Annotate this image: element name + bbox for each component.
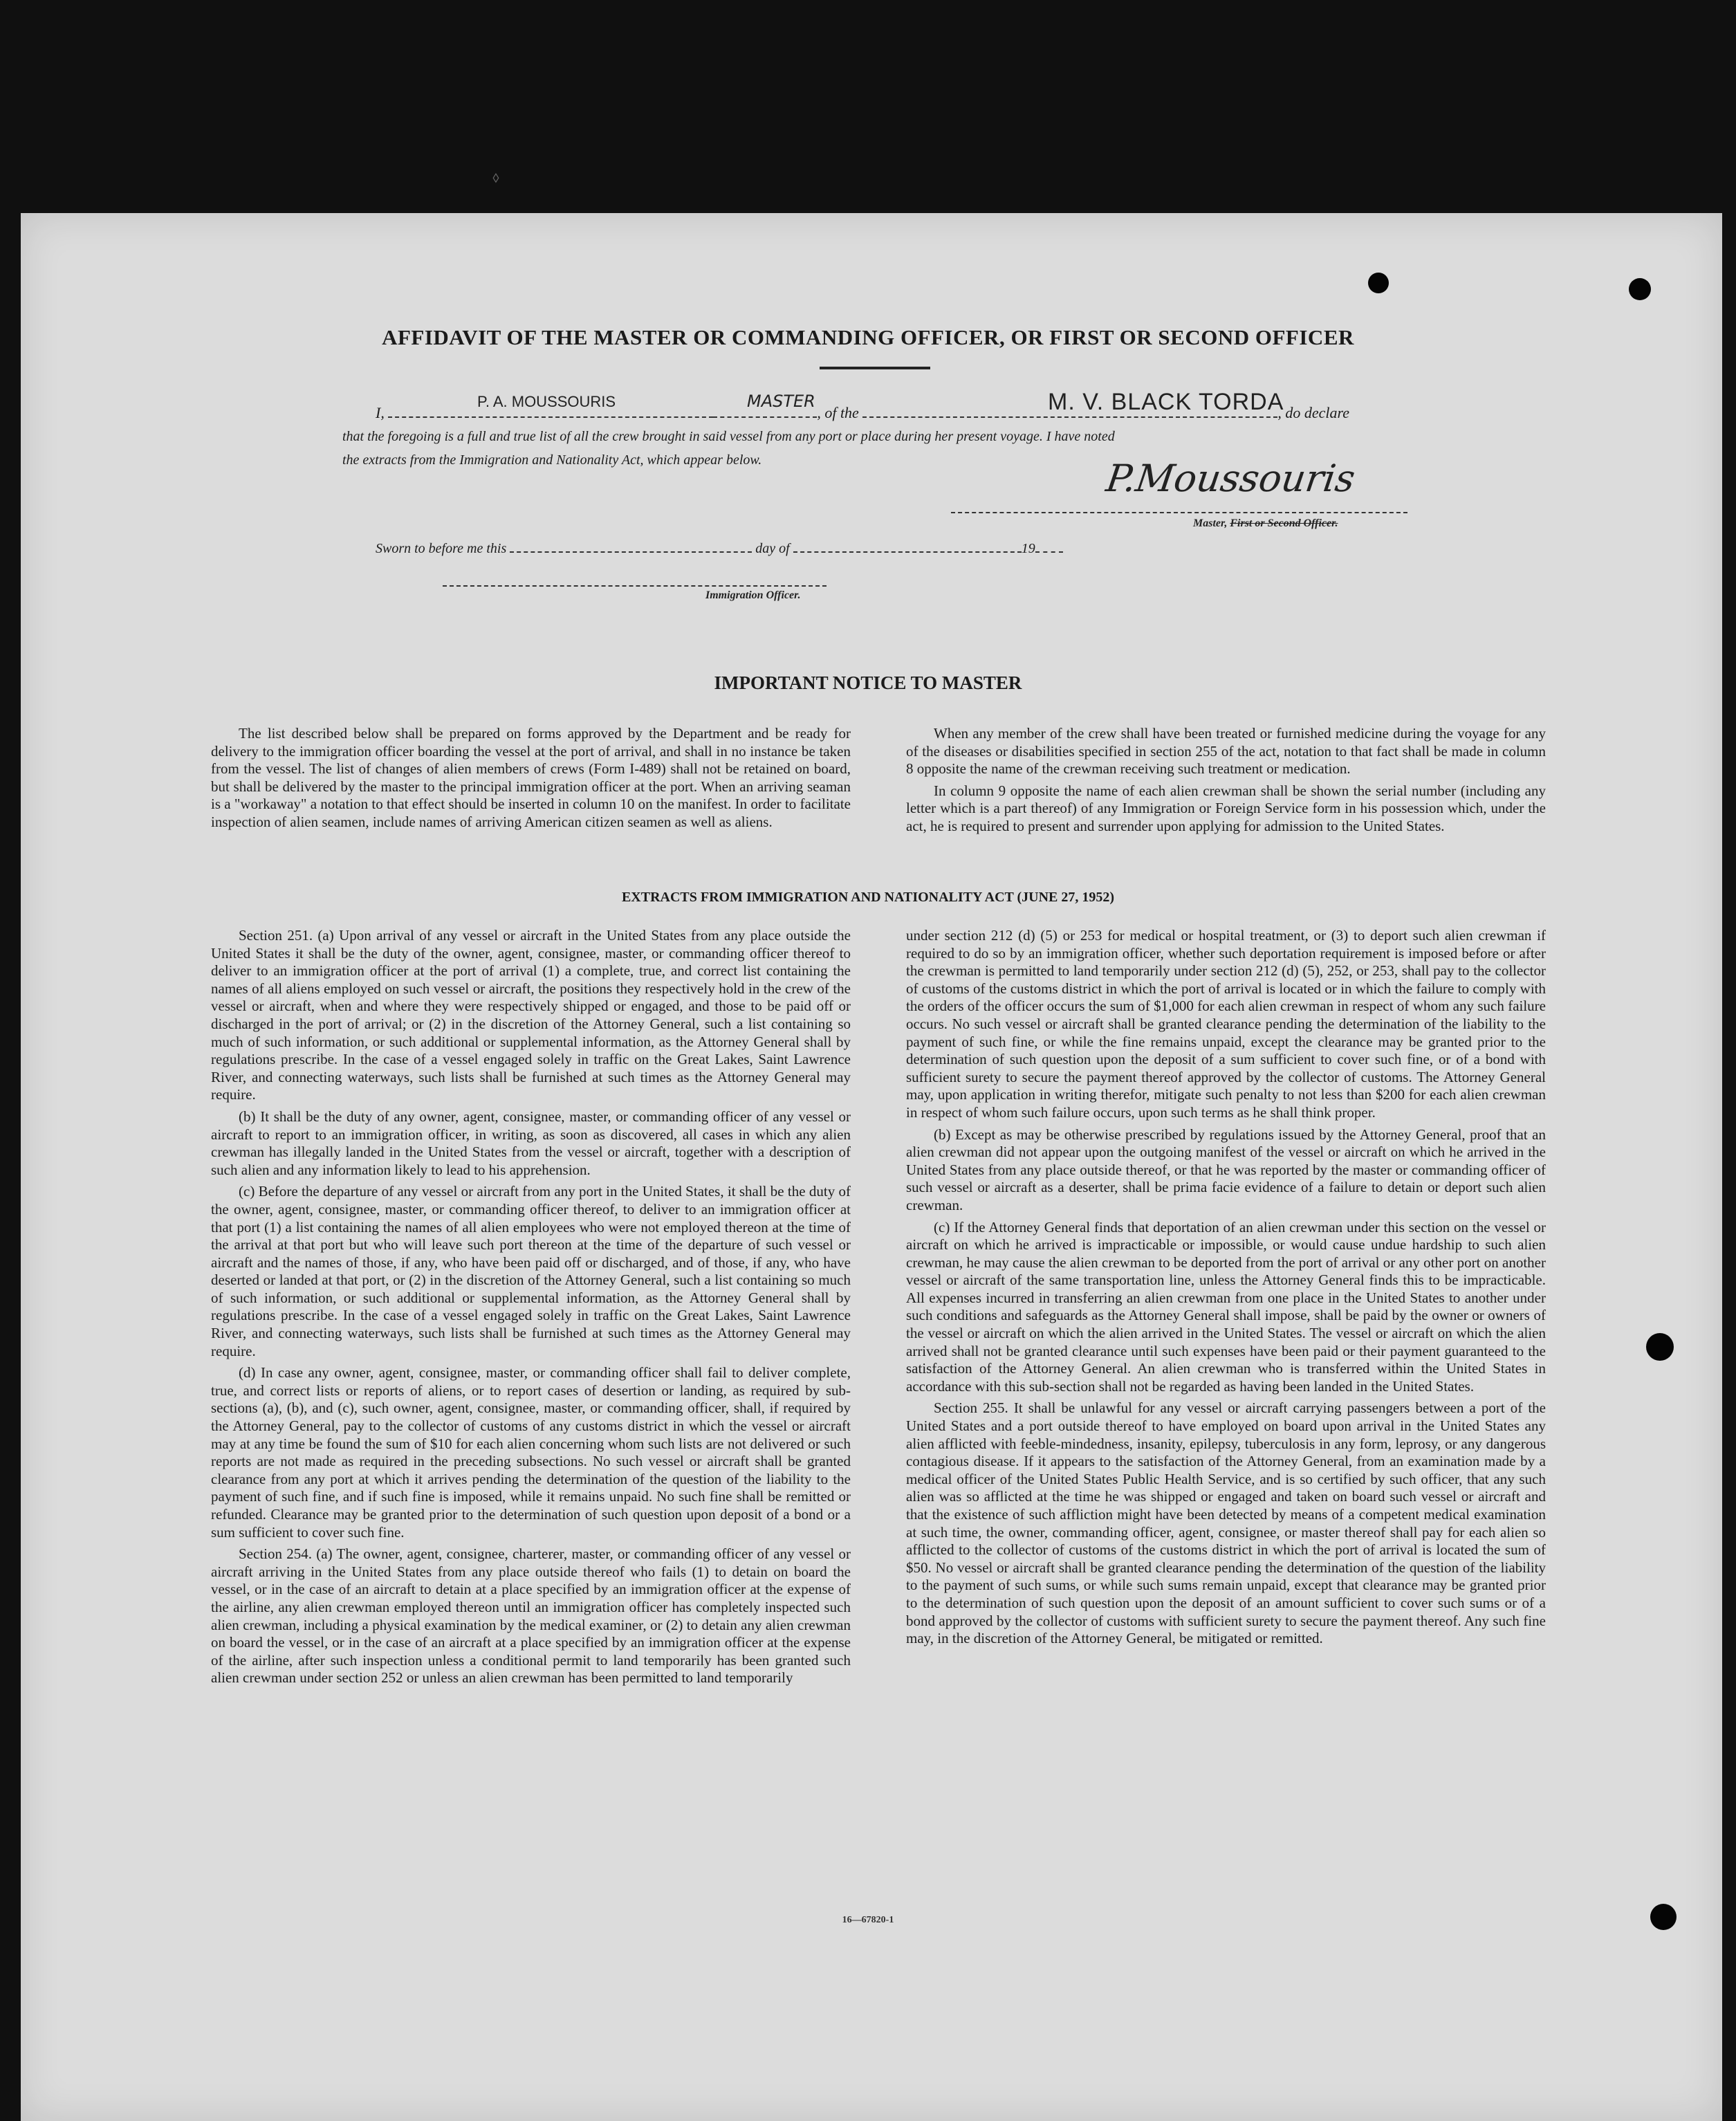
do-declare-label: , do declare — [1277, 404, 1349, 421]
extract-paragraph: Section 254. (a) The owner, agent, consignee, charterer, master, or commanding officer of any vessel or aircraft arriving in the United States from any place outside thereof who fails (1) to detain on board the vessel, or in the case of an aircraft to detain at a place specified by an immigration officer at the expense of the airline, any alien crewman employed thereon until an immigration officer has completely inspected such alien crewman, including a physical examination by the medical examiner, or (2) to detain any alien crewman on board the vessel, or in the case of an aircraft at a place specified by an immigration officer at the expense of the airline, after such inspection unless a conditional permit to land temporarily has been granted such alien crewman under section 252 or unless an alien crewman has been permitted to land temporarily — [211, 1545, 851, 1687]
extracts-right — [906, 927, 1546, 1652]
sworn-label: Sworn to before me this — [376, 541, 507, 556]
title-rule — [820, 367, 930, 369]
year-label: 19 — [1021, 541, 1035, 556]
notice-heading: IMPORTANT NOTICE TO MASTER — [714, 672, 1022, 693]
extract-paragraph: under section 212 (d) (5) or 253 for medical or hospital treatment, or (3) to deport such alien crewman if required to do so by an immigration officer, whether such deportation requirement is imposed before or after the crewman is permitted to land temporarily under section 212 (d) (5), 252, or 253, shall pay to the collector of customs of the customs district in which the port of arrival is located or in which the failure to comply with the orders of the officer occurs the sum of $1,000 for each alien crewman in respect of whom any such failure occurs. No such vessel or aircraft shall be granted clearance pending the determination of the liability to the payment of such fine, or while the fine remains unpaid, except the clearance may be granted prior to the determination of such question upon the deposit of a sum sufficient to cover such fine, or of a bond with sufficient surety to secure the payment thereof approved by the collector of customs. The Attorney General may, upon application in writing therefor, mitigate such penalty to not less than $200 for each alien crewman in respect of whom such failure occurs, upon such terms as he shall think proper. — [906, 927, 1546, 1121]
of-the-label: , of the — [817, 404, 859, 421]
vessel-name: M. V. BLACK TORDA — [1048, 389, 1284, 415]
caption-master: Master, — [1193, 517, 1230, 529]
form-number: 16—67820-1 — [842, 1915, 894, 1925]
notice-paragraph: The list described below shall be prepared on forms approved by the Department and be ready for delivery to the immigration officer boarding the vessel at the port of arrival, and shall in no instance be taken from the vessel. The list of changes of alien members of crews (Form I-489) shall not be retained on board, but shall be delivered by the master to the principal immigration officer at the port. When an arriving seaman is a "workaway" a notation to that effect should be inserted in column 10 on the manifest. In order to facilitate inspection of alien seamen, include names of arriving American citizen seamen as well as aliens. — [211, 725, 851, 830]
extract-paragraph: (d) In case any owner, agent, consignee, master, or commanding officer shall fail to deliver complete, true, and correct lists or reports of aliens, or to report cases of desertion or landing, as required by sub-sections (a), (b), and (c), such owner, agent, consignee, master, or commanding officer, shall, if required by the Attorney General, pay to the collector of customs of any customs district in which the vessel or aircraft may at any time be found the sum of $10 for each alien concerning whom such lists are not delivered or such reports are not made as required in the preceding subsections. No such vessel or aircraft shall be granted clearance from any port at which it arrives pending the determination of the question of the liability to the payment of such fine, and if such fine is imposed, while it remains unpaid. No such fine shall be remitted or refunded. Clearance may be granted prior to the determination of such question upon deposit of a bond or a sum sufficient to cover such fine. — [211, 1364, 851, 1541]
officer-caption: Immigration Officer. — [705, 589, 801, 601]
notice-left — [211, 725, 851, 836]
punch-hole — [1368, 273, 1389, 293]
officer-line — [443, 585, 827, 587]
signature-caption — [1193, 517, 1338, 530]
master-name: P. A. MOUSSOURIS — [477, 393, 616, 410]
extracts-heading: EXTRACTS FROM IMMIGRATION AND NATIONALITY ACT (JUNE 27, 1952) — [621, 890, 1115, 905]
sworn-line — [376, 536, 1063, 557]
year-blank — [1035, 536, 1063, 553]
scan-mark: ⬨ — [492, 169, 499, 186]
punch-hole — [1629, 278, 1651, 300]
month-blank — [793, 536, 1022, 553]
page-title: AFFIDAVIT OF THE MASTER OR COMMANDING OFFICER, OR FIRST OR SECOND OFFICER — [382, 325, 1354, 349]
extract-paragraph: (c) If the Attorney General finds that deportation of an alien crewman under this section on the vessel or aircraft on which he arrived is impracticable or impossible, or would cause undue hardship to such alien crewman, he may cause the alien crewman to be deported from the port of arrival or any other port on another vessel or aircraft of the same transportation line, unless the Attorney General finds this to be impracticable. All expenses incurred in transferring an alien crewman from one place in the United States to another under such conditions and safeguards as the Attorney General shall impose, shall be paid by the owner or owners of the vessel or aircraft on which the alien arrived in the United States. The vessel or aircraft on which the alien arrived shall not be granted clearance until such expenses have been paid or their payment guaranteed to the satisfaction of the Attorney General. An alien crewman who is transferred within the United States in accordance with this sub-section shall not be regarded as having been landed in the United States. — [906, 1218, 1546, 1395]
day-of-label: day of — [755, 541, 790, 556]
notice-paragraph: When any member of the crew shall have been treated or furnished medicine during the voyage for any of the diseases or disabilities specified in section 255 of the act, notation to that fact shall be made in column 8 opposite the name of the crewman receiving such treatment or medication. — [906, 725, 1546, 778]
notice-paragraph: In column 9 opposite the name of each alien crewman shall be shown the serial number (including any letter which is a part thereof) of any Immigration or Foreign Service form in his possession which, under the act, he is required to present and surrender upon applying for admission to the United States. — [906, 782, 1546, 834]
extracts-left — [211, 927, 851, 1691]
i-label: I, — [376, 404, 385, 421]
affidavit-line-3: the extracts from the Immigration and Nationality Act, which appear below. — [342, 452, 762, 468]
notice-right — [906, 725, 1546, 840]
extract-paragraph: Section 255. It shall be unlawful for any vessel or aircraft carrying passengers between a port of the United States and a port outside thereof to have employed on board upon arrival in the United States any alien afflicted with feeble-mindedness, insanity, epilepsy, tuberculosis in any form, leprosy, or any dangerous contagious disease. If it appears to the satisfaction of the Attorney General, from an examination made by a medical officer of the United States Public Health Service, and is so certified by such officer, that any such alien was so afflicted at the time he was shipped or engaged and taken on board such vessel or aircraft and that the existence of such affliction might have been detected by means of a competent medical examination at such time, the owner, commanding officer, agent, consignee, or master thereof shall pay for each alien so afflicted to the collector of customs of the customs district in which the port of arrival is located the sum of $50. No vessel or aircraft shall be granted clearance pending the determination of the question of the liability to the payment of such sums, or while such sums remain unpaid, except that clearance may be granted prior to the determination of such question upon the deposit of an amount sufficient to cover such sums or of a bond approved by the collector of customs with sufficient surety to secure the payment thereof. Any such fine may, in the discretion of the Attorney General, be mitigated or remitted. — [906, 1399, 1546, 1647]
sworn-date-blank — [510, 536, 752, 553]
extract-paragraph: (b) It shall be the duty of any owner, agent, consignee, master, or commanding officer of any vessel or aircraft to report to an immigration officer, in writing, as soon as discovered, all cases in which any alien crewman has illegally landed in the United States from the vessel or aircraft, together with a description of such alien and any information likely to lead to his apprehension. — [211, 1108, 851, 1178]
affidavit-line-2: that the foregoing is a full and true list of all the crew brought in said vessel from any port or place during her present voyage. I have noted — [342, 429, 1115, 444]
extract-paragraph: (c) Before the departure of any vessel or aircraft from any port in the United States, it shall be the duty of the owner, agent, consignee, master, or commanding officer thereof, to deliver to an immigration officer at that port (1) a list containing the names of all alien employees who were not employed thereon at the time of the arrival at that port but who will leave such port thereon at the time of the departure of such vessel or aircraft and the names of those, if any, who have been paid off or discharged, and of those, if any, who have deserted or landed at that port, or (2) in the discretion of the Attorney General, such a list containing so much of such information, or such additional or supplemental information, as the Attorney General shall by regulations prescribe. In the case of a vessel engaged solely in traffic on the Great Lakes, Saint Lawrence River, and connecting waterways, such lists shall be furnished at such times as the Attorney General may require. — [211, 1183, 851, 1359]
signature-line — [951, 512, 1407, 513]
master-signature: P.Moussouris — [1103, 457, 1358, 500]
extract-paragraph: Section 251. (a) Upon arrival of any vessel or aircraft in the United States from any place outside the United States it shall be the duty of the owner, agent, consignee, master, or commanding officer thereof to deliver to an immigration officer at the port of arrival (1) a complete, true, and correct list containing the names of all aliens employed on such vessel or aircraft, the positions they respectively hold in the crew of the vessel or aircraft, when and where they were respectively shipped or engaged, and those to be paid off or discharged in the port of arrival; or (2) in the discretion of the Attorney General, such a list containing so much of such information, or such additional or supplemental information, as the Attorney General shall by regulations prescribe. In the case of a vessel engaged solely in traffic on the Great Lakes, Saint Lawrence River, and connecting waterways, such lists shall be furnished at such times as the Attorney General may require. — [211, 927, 851, 1103]
extract-paragraph: (b) Except as may be otherwise prescribed by regulations issued by the Attorney General, proof that an alien crewman did not appear upon the outgoing manifest of the vessel or aircraft on which he arrived in the United States from any place outside thereof, or that he was reported by the master or commanding officer of such vessel or aircraft as a deserter, shall be prima facie evidence of a failure to detain or deport such alien crewman. — [906, 1126, 1546, 1213]
caption-struck: First or Second Officer. — [1230, 517, 1338, 529]
punch-hole — [1646, 1333, 1674, 1361]
rank-handwritten: MASTER — [747, 392, 815, 411]
